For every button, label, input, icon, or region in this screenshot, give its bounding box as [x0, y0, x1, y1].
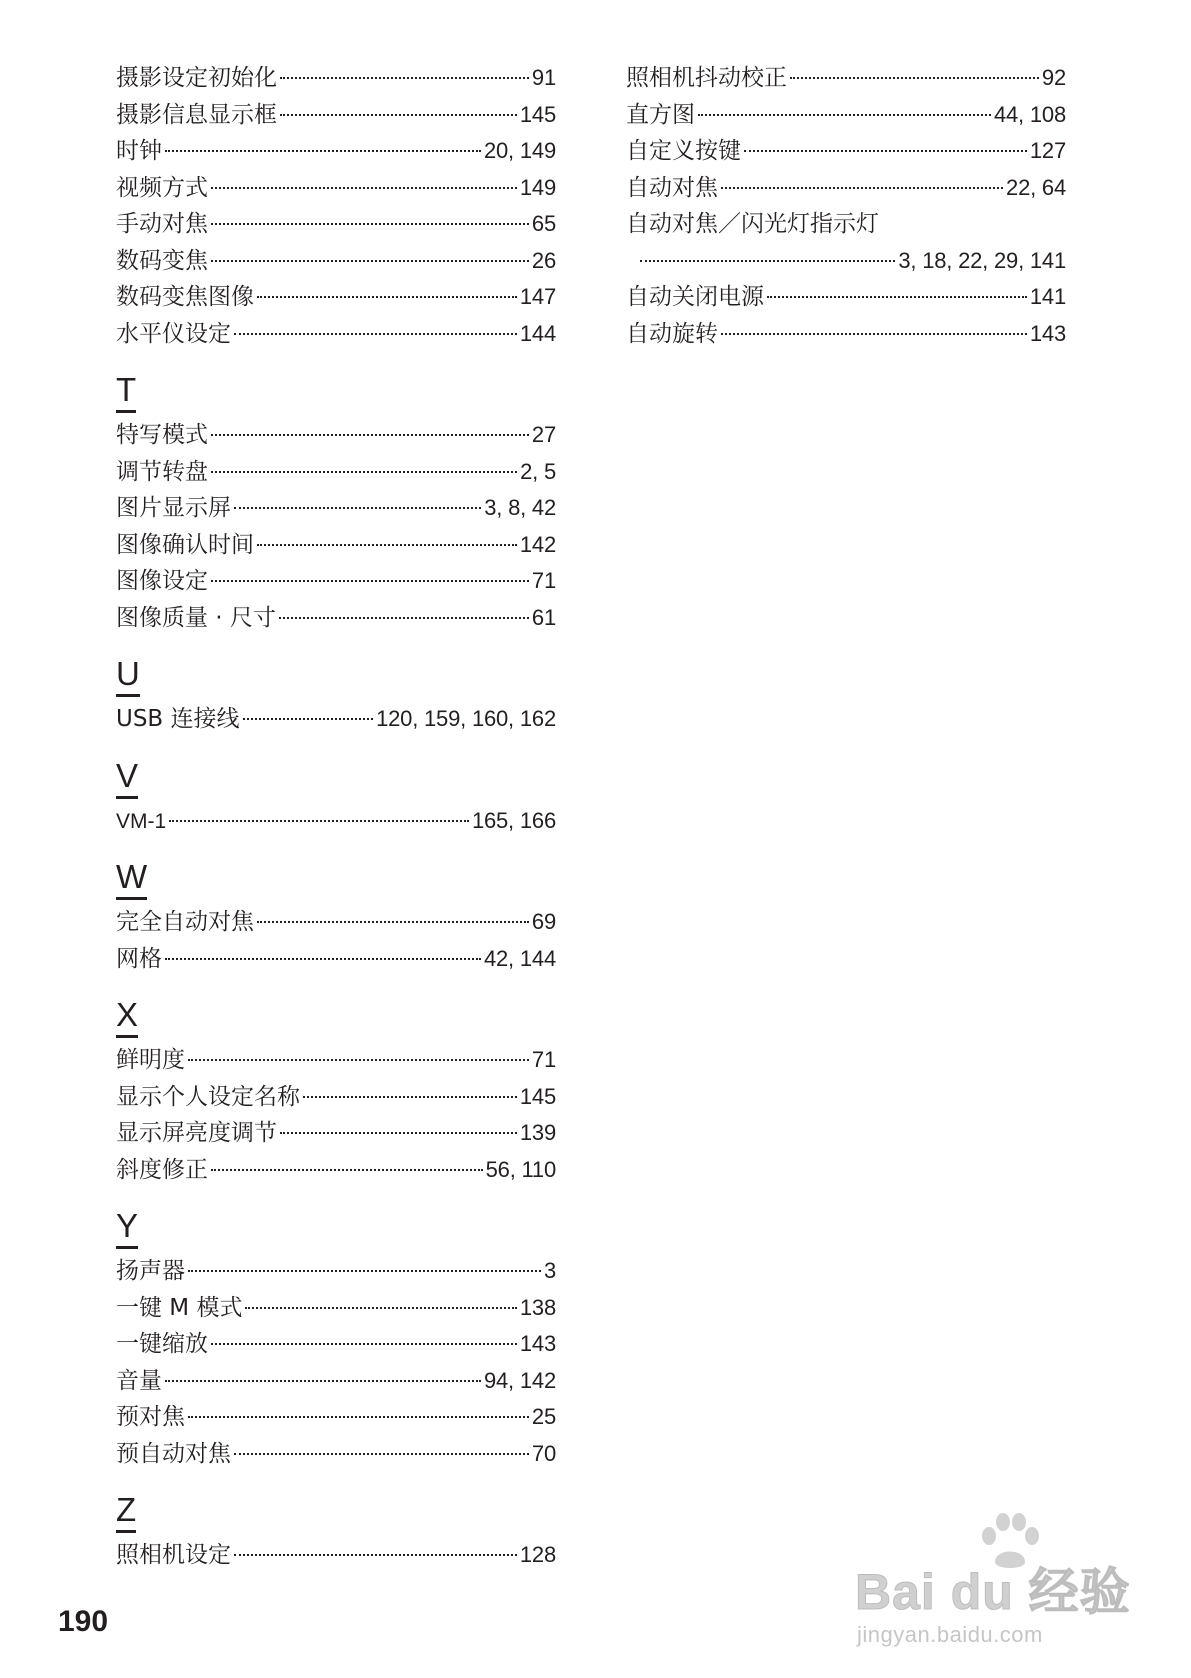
dot-leader [211, 580, 529, 582]
dot-leader [280, 77, 529, 79]
section-letter: X [116, 997, 138, 1038]
entry-term: 音量 [116, 1367, 162, 1394]
entry-pages: 26 [531, 247, 556, 273]
index-entry [116, 527, 556, 564]
index-entry [116, 170, 556, 207]
index-entry [116, 243, 556, 280]
index-entry [116, 1253, 556, 1290]
index-entry [626, 279, 1066, 316]
baidu-watermark [855, 1510, 1155, 1650]
entry-pages: 141 [1029, 284, 1066, 309]
dot-leader [257, 921, 529, 923]
entry-pages: 91 [531, 65, 556, 90]
entry-term: 图像质量 · 尺寸 [116, 604, 276, 631]
top-entries [116, 60, 556, 352]
entry-pages: 138 [519, 1294, 556, 1320]
entry-pages: 127 [1029, 138, 1066, 163]
entry-pages: 128 [519, 1542, 556, 1567]
entry-pages: 145 [519, 101, 556, 127]
index-entry [116, 1363, 556, 1400]
entry-term: 手动对焦 [116, 211, 208, 237]
watermark-url: jingyan.baidu.com [857, 1622, 1043, 1647]
dot-leader [188, 1270, 541, 1272]
dot-leader [257, 296, 517, 298]
dot-leader [234, 1554, 517, 1556]
entry-term: 自动对焦／闪光灯指示灯 [626, 211, 879, 237]
entry-term: 调节转盘 [116, 458, 208, 485]
entry-term: 自动关闭电源 [626, 284, 764, 310]
index-section-v [116, 758, 556, 840]
entry-term: 照相机抖动校正 [626, 65, 787, 91]
entry-term: 图像设定 [116, 568, 208, 594]
dot-leader [257, 544, 517, 546]
entry-term: 视频方式 [116, 174, 208, 201]
entry-term: USB 连接线 [116, 706, 240, 732]
index-entry [116, 1436, 556, 1473]
section-letter: W [116, 859, 147, 900]
index-entry [116, 133, 556, 170]
entry-term: VM-1 [116, 809, 167, 833]
dot-leader [234, 333, 517, 335]
index-entry [626, 133, 1066, 170]
entry-term: 特写模式 [116, 422, 208, 448]
index-section-w [116, 859, 556, 977]
dot-leader [169, 820, 469, 822]
entry-term: 摄影设定初始化 [116, 65, 277, 91]
entry-pages: 44, 108 [993, 101, 1066, 127]
entry-pages: 71 [531, 568, 556, 593]
entry-pages: 69 [531, 909, 556, 934]
entry-pages: 149 [519, 174, 556, 200]
entry-term: 图像确认时间 [116, 531, 254, 558]
dot-leader [767, 296, 1027, 298]
entry-pages: 20, 149 [483, 138, 556, 163]
dot-leader [279, 617, 529, 619]
entry-pages: 92 [1041, 65, 1066, 90]
entry-term: 数码变焦图像 [116, 284, 254, 310]
entry-term: 图片显示屏 [116, 495, 231, 521]
index-section-z [116, 1492, 556, 1574]
index-entry [626, 170, 1066, 207]
dot-leader [211, 1169, 483, 1171]
dot-leader [744, 150, 1027, 152]
dot-leader [211, 260, 529, 262]
entry-term: 自动对焦 [626, 174, 718, 201]
index-entry [116, 417, 556, 454]
section-letter: Y [116, 1208, 138, 1249]
entry-term: 自动旋转 [626, 320, 718, 347]
dot-leader [211, 471, 517, 473]
index-entry [116, 454, 556, 491]
index-entry [116, 941, 556, 978]
dot-leader [211, 187, 517, 189]
index-section-y [116, 1208, 556, 1472]
watermark-logo-text: Bai du 经验 [855, 1564, 1131, 1620]
dot-leader [245, 1307, 516, 1309]
section-letter: V [116, 758, 138, 799]
entry-pages: 139 [519, 1120, 556, 1145]
entry-pages: 2, 5 [520, 458, 556, 484]
index-entry [116, 701, 556, 738]
entry-pages: 42, 144 [483, 945, 556, 971]
section-letter: Z [116, 1492, 136, 1533]
entry-term: 显示个人设定名称 [116, 1083, 300, 1110]
index-section-u [116, 656, 556, 738]
dot-leader [211, 1343, 517, 1345]
index-entry [116, 206, 556, 243]
entry-term: 时钟 [116, 138, 162, 164]
entry-term: 斜度修正 [116, 1156, 208, 1183]
index-entry [116, 1290, 556, 1327]
entry-pages: 65 [531, 211, 556, 236]
dot-leader [234, 1453, 529, 1455]
dot-leader [165, 1380, 481, 1382]
index-entry [116, 563, 556, 600]
entry-term: 照相机设定 [116, 1542, 231, 1568]
entry-term: 摄影信息显示框 [116, 101, 277, 128]
entry-term: 完全自动对焦 [116, 909, 254, 935]
dot-leader [234, 507, 481, 509]
page-number: 190 [58, 1605, 109, 1638]
entry-term: 一键 M 模式 [116, 1294, 243, 1321]
entry-pages: 3 [543, 1258, 556, 1283]
entry-pages: 120, 159, 160, 162 [376, 706, 556, 731]
dot-leader [280, 1132, 517, 1134]
entry-pages: 147 [519, 284, 556, 309]
index-entry [626, 60, 1066, 97]
entry-term: 一键缩放 [116, 1331, 208, 1357]
entry-pages: 70 [531, 1440, 556, 1466]
dot-leader [165, 150, 481, 152]
index-entry [116, 490, 556, 527]
entry-pages: 3, 8, 42 [484, 495, 556, 520]
dot-leader [721, 187, 1003, 189]
index-entry [116, 600, 556, 637]
entry-pages: 27 [531, 422, 556, 447]
index-entry [116, 1042, 556, 1079]
dot-leader [640, 260, 895, 262]
entry-pages: 56, 110 [485, 1156, 556, 1182]
dot-leader [790, 77, 1039, 79]
dot-leader [165, 958, 481, 960]
entry-term: 网格 [116, 945, 162, 972]
dot-leader [243, 718, 374, 720]
entry-term: 直方图 [626, 101, 695, 128]
dot-leader [188, 1059, 529, 1061]
entry-pages: 25 [531, 1404, 556, 1429]
entry-pages: 143 [519, 1331, 556, 1356]
entry-pages: 22, 64 [1006, 174, 1066, 200]
index-entry [116, 1079, 556, 1116]
entry-term: 鲜明度 [116, 1047, 185, 1073]
index-entry [116, 1537, 556, 1574]
dot-leader [721, 333, 1027, 335]
entry-pages: 145 [519, 1083, 556, 1109]
entry-pages: 142 [519, 531, 556, 557]
index-section-x [116, 997, 556, 1188]
index-entry [626, 316, 1066, 353]
dot-leader [303, 1096, 517, 1098]
entry-pages: 165, 166 [471, 807, 556, 833]
entry-pages: 3, 18, 22, 29, 141 [898, 247, 1066, 273]
index-section-t [116, 372, 556, 636]
index-entry [116, 316, 556, 353]
entry-term: 扬声器 [116, 1258, 185, 1284]
section-letter: U [116, 656, 140, 697]
dot-leader [211, 434, 529, 436]
dot-leader [188, 1416, 529, 1418]
index-entry [116, 1115, 556, 1152]
entry-pages: 71 [531, 1047, 556, 1072]
index-entry [116, 279, 556, 316]
dot-leader [211, 223, 529, 225]
entry-term: 显示屏亮度调节 [116, 1120, 277, 1146]
section-letter: T [116, 372, 136, 413]
dot-leader [280, 114, 517, 116]
index-entry-continuation [626, 243, 1066, 280]
entry-pages: 94, 142 [483, 1367, 556, 1393]
index-entry [626, 97, 1066, 134]
entry-term: 预自动对焦 [116, 1440, 231, 1467]
index-entry [116, 1399, 556, 1436]
dot-leader [698, 114, 991, 116]
index-entry [116, 904, 556, 941]
left-column [116, 60, 556, 1574]
index-entry [116, 1326, 556, 1363]
index-entry [116, 803, 556, 840]
index-entry [116, 1152, 556, 1189]
entry-pages: 143 [1029, 320, 1066, 346]
index-entry [116, 60, 556, 97]
entry-term: 预对焦 [116, 1404, 185, 1430]
entry-pages: 144 [519, 320, 556, 346]
entry-term: 自定义按键 [626, 138, 741, 164]
index-entry-wrapped [626, 206, 1066, 243]
entry-term: 数码变焦 [116, 247, 208, 274]
index-entry [116, 97, 556, 134]
entry-term: 水平仪设定 [116, 320, 231, 347]
right-column [626, 60, 1066, 352]
entry-pages: 61 [531, 604, 556, 630]
